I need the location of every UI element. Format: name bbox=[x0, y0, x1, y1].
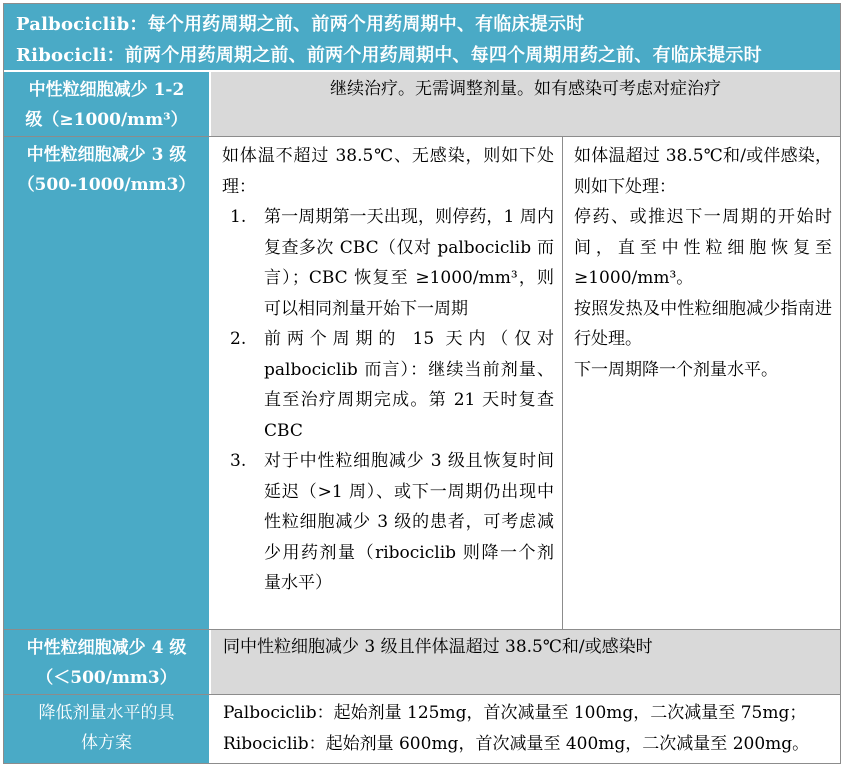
label-grade-4-line2: （＜500/mm3） bbox=[36, 668, 177, 688]
grade-1-2-action: 继续治疗。无需调整剂量。如有感染可考虑对症治疗 bbox=[211, 72, 840, 136]
header-line-palbociclib: Palbociclib：每个用药周期之前、前两个用药周期中、有临床提示时 bbox=[16, 14, 585, 35]
label-dose-reduction-line2: 体方案 bbox=[81, 733, 132, 753]
list-item-number: 1. bbox=[230, 207, 247, 227]
grade-3-no-fever-cell bbox=[211, 137, 562, 629]
grade-4-action: 同中性粒细胞减少 3 级且伴体温超过 38.5℃和/或感染时 bbox=[211, 630, 840, 694]
label-grade-1-2 bbox=[4, 72, 211, 136]
label-grade-1-2-line2: 级（≥1000/mm³） bbox=[25, 110, 188, 130]
dose-plan-ribociclib: Ribociclib：起始剂量 600mg，首次减量至 400mg，二次减量至 200mg。 bbox=[223, 734, 810, 754]
grade-3-fever-step-2: 按照发热及中性粒细胞减少指南进行处理。 bbox=[574, 298, 832, 349]
grade-3-fever-intro: 如体温超过 38.5℃和/或伴感染，则如下处理： bbox=[574, 146, 832, 197]
label-grade-3-line1: 中性粒细胞减少 3 级 bbox=[26, 145, 187, 165]
list-item-number: 3. bbox=[230, 451, 247, 471]
grade-3-fever-step-1: 停药、或推迟下一周期的开始时间，直至中性粒细胞恢复至≥1000/mm³。 bbox=[574, 207, 832, 288]
list-item-number: 2. bbox=[230, 329, 247, 349]
grade-3-no-fever-intro: 如体温不超过 38.5℃、无感染，则如下处理： bbox=[222, 146, 554, 197]
list-item-text: 第一周期第一天出现，则停药，1 周内复查多次 CBC（仅对 palbociclib 而言）；CBC 恢复至 ≥1000/mm³，则可以相同剂量开始下一周期 bbox=[264, 207, 554, 319]
label-grade-3-line2: （500-1000/mm3） bbox=[17, 175, 196, 195]
label-dose-reduction-line1: 降低剂量水平的具 bbox=[38, 703, 175, 723]
label-dose-reduction bbox=[4, 695, 211, 763]
dose-reduction-plan bbox=[211, 695, 840, 763]
label-grade-4 bbox=[4, 630, 211, 694]
grade-3-fever-step-3: 下一周期降一个剂量水平。 bbox=[574, 359, 778, 380]
label-grade-4-line1: 中性粒细胞减少 4 级 bbox=[26, 638, 187, 658]
header-line-ribociclib: Ribocicli：前两个用药周期之前、前两个用药周期中、每四个周期用药之前、有临床提示时 bbox=[16, 45, 762, 66]
label-grade-3 bbox=[4, 137, 211, 629]
grade-3-fever-cell bbox=[563, 137, 840, 629]
list-item bbox=[222, 324, 554, 446]
label-grade-1-2-line1: 中性粒细胞减少 1-2 bbox=[28, 80, 185, 100]
list-item bbox=[222, 202, 554, 324]
dose-plan-palbociclib: Palbociclib：起始剂量 125mg，首次减量至 100mg，二次减量至 75mg； bbox=[223, 703, 807, 723]
list-item-text: 对于中性粒细胞减少 3 级且恢复时间延迟（>1 周）、或下一周期仍出现中性粒细胞减少 3 级的患者，可考虑减少用药剂量（ribociclib 则降一个剂量水平） bbox=[264, 451, 554, 593]
list-item bbox=[222, 446, 554, 599]
neutropenia-dose-table bbox=[3, 3, 841, 764]
list-item-text: 前两个周期的 15 天内（仅对 palbociclib 而言）：继续当前剂量、直至治疗周期完成。第 21 天时复查 CBC bbox=[264, 329, 554, 441]
table-header bbox=[4, 4, 840, 72]
